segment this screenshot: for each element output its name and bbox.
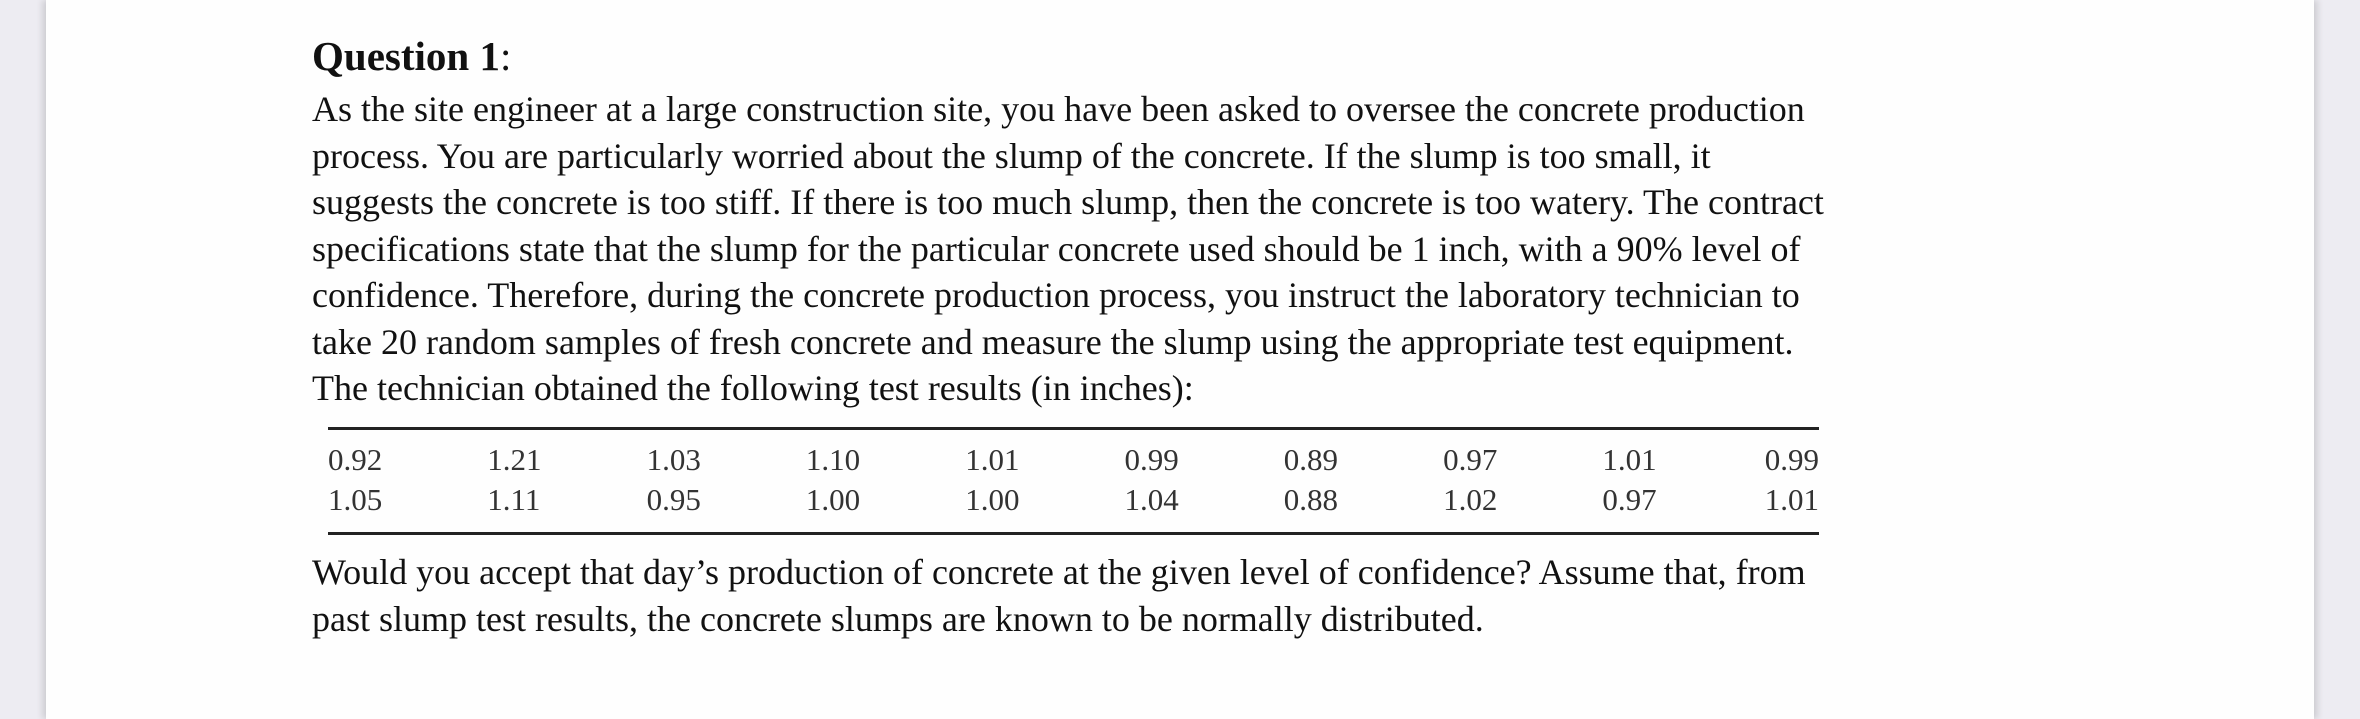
table-cell: 0.97: [1443, 442, 1498, 477]
table-row: [328, 480, 1819, 520]
table-cell: 1.01: [965, 442, 1020, 477]
intro-line: suggests the concrete is too stiff. If there is too much slump, then the concrete is too watery. The contract: [312, 182, 1824, 222]
table-cell: 0.88: [1283, 482, 1339, 517]
table-cell: 1.21: [487, 442, 542, 477]
closing-line: past slump test results, the concrete slumps are known to be normally distributed.: [312, 598, 1484, 639]
table-cell: 1.00: [965, 482, 1020, 517]
table-cell: 0.99: [1764, 442, 1819, 477]
table-cell: 1.00: [805, 482, 861, 517]
table-bottom-rule: [328, 532, 1819, 535]
table-top-rule: [328, 427, 1819, 430]
question-title: [312, 32, 511, 80]
table-cell: 1.04: [1124, 482, 1179, 517]
document-page: [46, 0, 2314, 719]
table-cell: 1.01: [1602, 442, 1657, 477]
intro-line: process. You are particularly worried about the slump of the concrete. If the slump is too small, it: [312, 135, 1711, 176]
question-closing-paragraph: [312, 549, 1806, 642]
table-cell: 0.89: [1283, 442, 1339, 477]
table-cell: 1.02: [1443, 482, 1498, 517]
intro-line: confidence. Therefore, during the concrete production process, you instruct the laboratory technician to: [312, 275, 1800, 315]
intro-line: take 20 random samples of fresh concrete and measure the slump using the appropriate test equipment.: [312, 321, 1794, 362]
table-cell: 1.11: [487, 482, 541, 517]
table-cell: 0.99: [1124, 442, 1179, 477]
table-row: [328, 440, 1819, 480]
table-cell: 0.97: [1602, 482, 1657, 517]
table-cell: 1.10: [805, 442, 861, 477]
table-cell: 1.01: [1764, 482, 1819, 517]
table-cell: 1.05: [328, 482, 383, 517]
table-cell: 1.03: [646, 442, 701, 477]
question-intro-paragraph: [312, 86, 1824, 412]
question-title-label: Question 1: [312, 33, 500, 79]
closing-line: Would you accept that day’s production of concrete at the given level of confidence? Assume that, from: [312, 552, 1806, 592]
question-title-colon: :: [499, 33, 512, 79]
intro-line: As the site engineer at a large construction site, you have been asked to oversee the concrete production: [312, 89, 1805, 129]
table-cell: 0.92: [328, 442, 383, 477]
table-cell: 0.95: [646, 482, 701, 517]
intro-line: The technician obtained the following test results (in inches):: [312, 368, 1194, 408]
slump-data-table: [328, 440, 1819, 520]
intro-line: specifications state that the slump for the particular concrete used should be 1 inch, with a 90% level of: [312, 228, 1801, 269]
